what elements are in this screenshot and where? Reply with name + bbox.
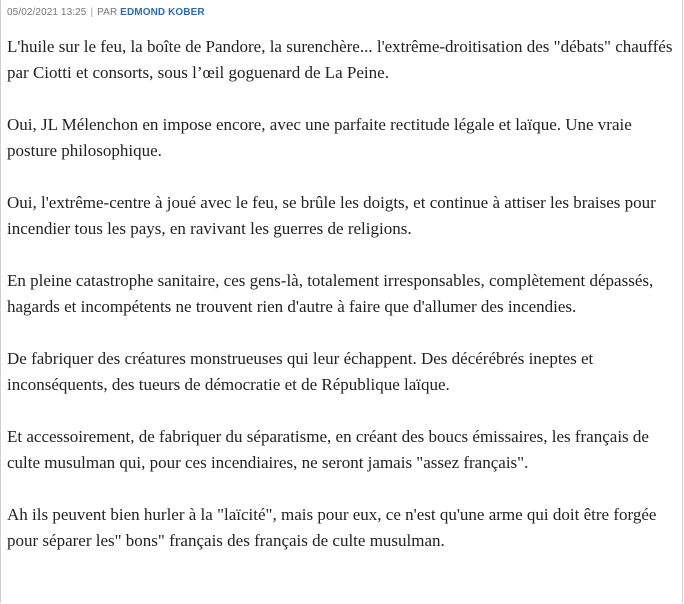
comment-date: 05/02/2021 13:25 (7, 7, 87, 18)
comment-body (7, 34, 677, 554)
comment-paragraph: Oui, l'extrême-centre à joué avec le feu, se brûle les doigts, et continue à attiser les braises pour incendier tous les pays, en ravivant les guerres de religions. (7, 193, 656, 238)
comment-meta (7, 7, 205, 18)
meta-separator: | (90, 7, 94, 18)
comment-paragraph: L'huile sur le feu, la boîte de Pandore, la surenchère... l'extrême-droitisation des "débats" chauffés par Ciotti et consorts, sous l’œil goguenard de La Peine. (7, 37, 673, 82)
author-link[interactable]: EDMOND KOBER (120, 7, 205, 18)
comment-paragraph: Et accessoirement, de fabriquer du séparatisme, en créant des boucs émissaires, les français de culte musulman qui, pour ces incendiaires, ne seront jamais "assez français". (7, 427, 649, 472)
comment-paragraph: En pleine catastrophe sanitaire, ces gens-là, totalement irresponsables, complètement dépassés, hagards et incompétents ne trouvent rien d'autre à faire que d'allumer des incendies. (7, 271, 654, 316)
comment-paragraph: De fabriquer des créatures monstrueuses qui leur échappent. Des décérébrés ineptes et inconséquents, des tueurs de démocratie et de République laïque. (7, 349, 594, 394)
comment-paragraph: Oui, JL Mélenchon en impose encore, avec une parfaite rectitude légale et laïque. Une vraie posture philosophique. (7, 115, 632, 160)
comment-paragraph: Ah ils peuvent bien hurler à la "laïcité", mais pour eux, ce n'est qu'une arme qui doit être forgée pour séparer les" bons" français des français de culte musulman. (7, 505, 657, 550)
by-label: PAR (97, 7, 118, 18)
